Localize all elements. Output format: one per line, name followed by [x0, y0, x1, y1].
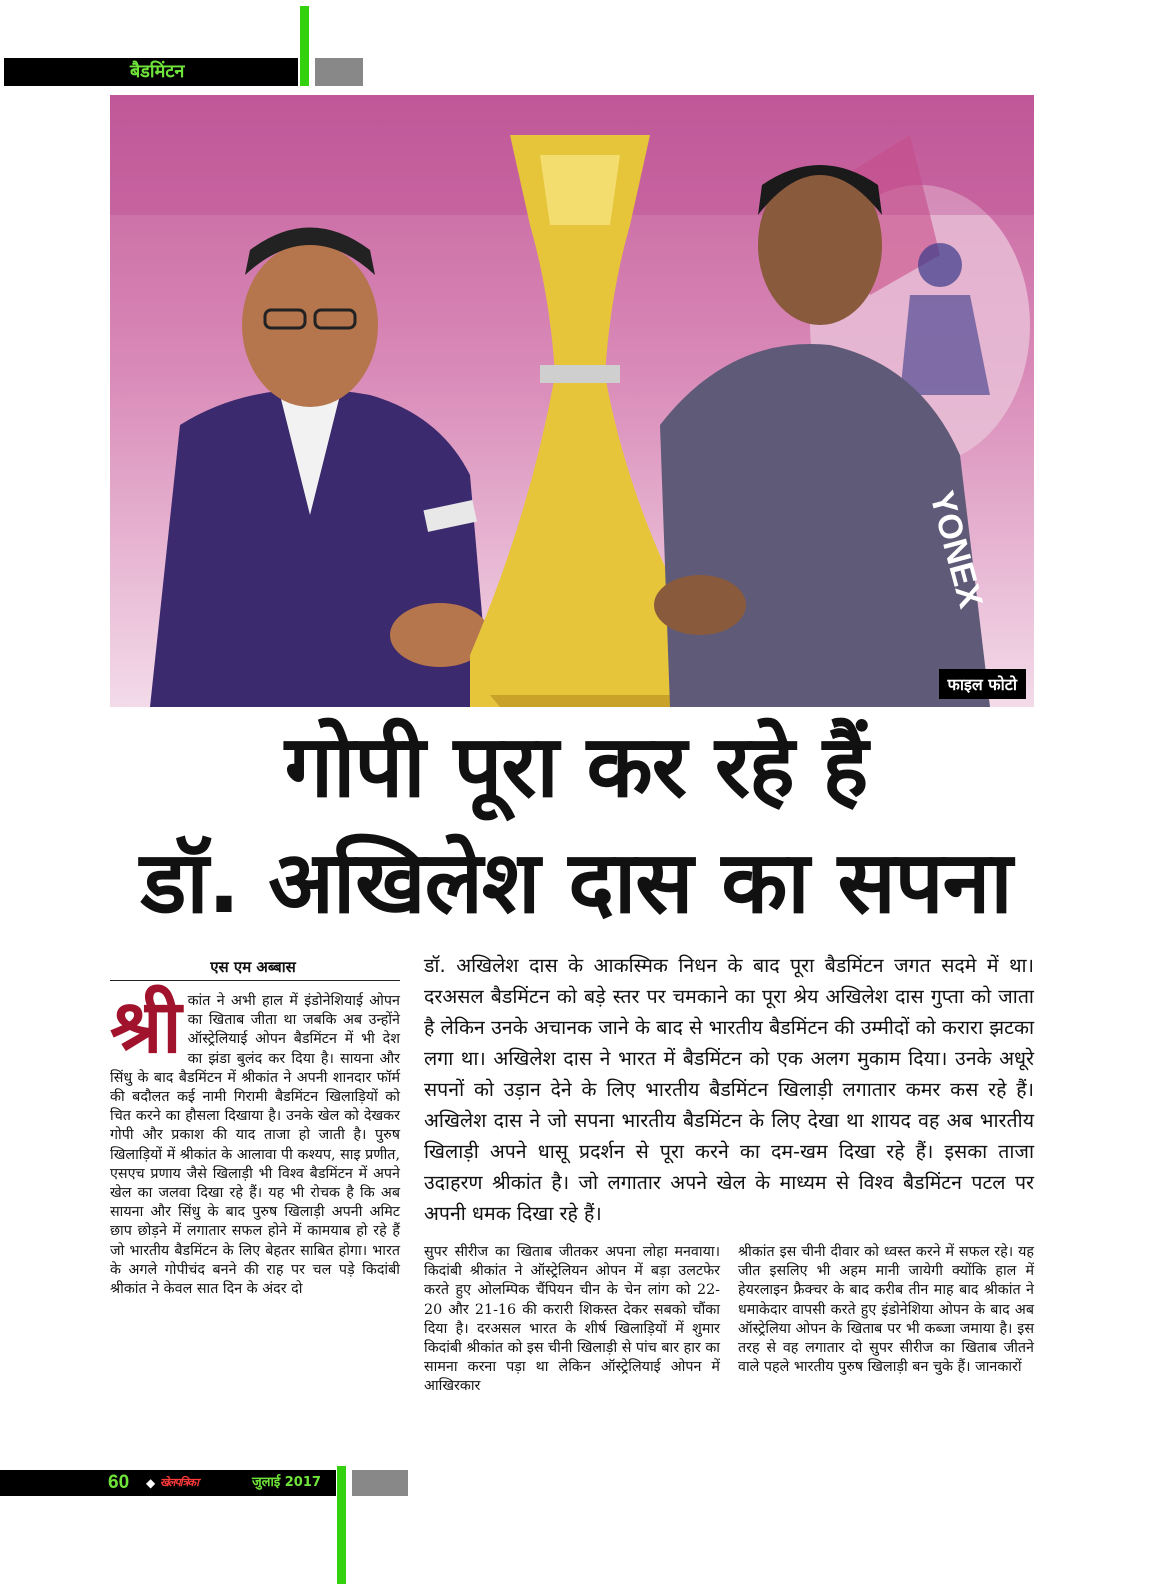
jersey-brand-text: YONEX	[922, 487, 990, 613]
article-column-3: श्रीकांत इस चीनी दीवार को ध्वस्त करने में सफल रहे। यह जीत इसलिए भी अहम मानी जायेगी क्योंकि हाल में हेयरलाइन फ्रैक्चर के बाद करीब तीन माह बाद श्रीकांत ने धमाकेदार वापसी करते हुए इंडोनेशिया ओपन के बाद अब ऑस्ट्रेलिया ओपन के खिताब पर भी कब्जा जमाया है। इस तरह से वह लगातार दो सुपर सीरीज का खिताब जीतने वाले पहले भारतीय पुरुष खिलाड़ी बन चुके हैं। जानकारों	[738, 1244, 1034, 1376]
photo-caption: फाइल फोटो	[939, 669, 1026, 699]
photo-illustration	[110, 95, 1034, 707]
byline: एस एम अब्बास	[210, 958, 296, 976]
page-number: 60	[108, 1472, 130, 1493]
magazine-logo: खेलपत्रिका	[160, 1476, 198, 1489]
header-green-rule	[300, 6, 309, 86]
article-column-1	[110, 984, 400, 1299]
headline-line-2: डॉ. अखिलेश दास का सपना	[140, 833, 1012, 933]
trophy-ring	[540, 365, 620, 383]
byline-rule	[110, 980, 400, 981]
footer-grey-block	[352, 1470, 408, 1496]
footer-green-rule	[337, 1466, 346, 1584]
player-silhouette-head	[918, 243, 962, 287]
section-label: बैडमिंटन	[130, 61, 185, 82]
trophy-base	[490, 695, 690, 707]
issue-date: जुलाई 2017	[252, 1475, 321, 1490]
column-1-text: कांत ने अभी हाल में इंडोनेशियाई ओपन का खिताब जीता था जबकि अब उन्होंने ऑस्ट्रेलियाई ओपन बैडमिंटन में भी देश का झंडा बुलंद कर दिया है। सायना और सिंधु के बाद बैडमिंटन में श्रीकांत ने अपनी शानदार फॉर्म की बदौलत कई नामी गिरामी बैडमिंटन खिलाड़ियों को चित करने का हौसला दिखाया है। उनके खेल को देखकर गोपी और प्रकाश की याद ताजा हो जाती है। पुरुष खिलाड़ियों में श्रीकांत के आलावा पी कश्यप, साइ प्रणीत, एसएच प्रणाय जैसे खिलाड़ी भी विश्व बैडमिंटन में अपने खेल का जलवा दिखा रहे हैं। यह भी रोचक है कि अब सायना और सिंधु के बाद पुरुष खिलाड़ी अपनी अमिट छाप छोड़ने में लगातार सफल होने में कामयाब हो रहे हैं जो भारतीय बैडमिंटन के लिए बेहतर साबित होगा। भारत के अगले गोपीचंद बनने की राह पर चल पड़े किदांबी श्रीकांत ने केवल सात दिन के अंदर दो	[110, 993, 400, 1298]
man-left-face	[242, 243, 378, 407]
headline-line-1: गोपी पूरा कर रहे हैं	[284, 717, 868, 817]
man-right-hand	[654, 575, 746, 635]
trophy-highlight	[540, 155, 620, 225]
lead-photo	[110, 95, 1034, 707]
drop-cap: श्री	[110, 984, 182, 1070]
article-column-2: सुपर सीरीज का खिताब जीतकर अपना लोहा मनवाया। किदांबी श्रीकांत ने ऑस्ट्रेलियन ओपन में बड़ा उलटफेर करते हुए ओलम्पिक चैंपियन चीन के चेन लांग को 22-20 और 21-16 की करारी शिकस्त देकर सबको चौंका दिया है। दरअसल भारत के शीर्ष खिलाड़ियों में शुमार किदांबी श्रीकांत को इस चीनी खिलाड़ी से पांच बार हार का सामना करना पड़ा था लेकिन ऑस्ट्रेलियाई ओपन में आखिरकार	[424, 1244, 720, 1395]
header-grey-block	[315, 58, 363, 86]
intro-paragraph: डॉ. अखिलेश दास के आकस्मिक निधन के बाद पूरा बैडमिंटन जगत सदमे में था। दरअसल बैडमिंटन को बड़े स्तर पर चमकाने का पूरा श्रेय अखिलेश दास गुप्ता को जाता है लेकिन उनके अचानक जाने के बाद से भारतीय बैडमिंटन की उम्मीदों को करारा झटका लगा था। अखिलेश दास ने भारत में बैडमिंटन को एक अलग मुकाम दिया। उनके अधूरे सपनों को उड़ान देने के लिए भारतीय बैडमिंटन खिलाड़ी लगातार कमर कस रहे हैं। अखिलेश दास ने जो सपना भारतीय बैडमिंटन के लिए देखा था शायद वह अब भारतीय खिलाड़ी अपने धासू प्रदर्शन से पूरा करने का दम-खम दिखा रहे हैं। इसका ताजा उदाहरण श्रीकांत है। जो लगातार अपने खेल के माध्यम से विश्व बैडमिंटन पटल पर अपनी धमक दिखा रहे हैं।	[424, 954, 1034, 1225]
footer-bullet: ◆	[146, 1476, 156, 1490]
